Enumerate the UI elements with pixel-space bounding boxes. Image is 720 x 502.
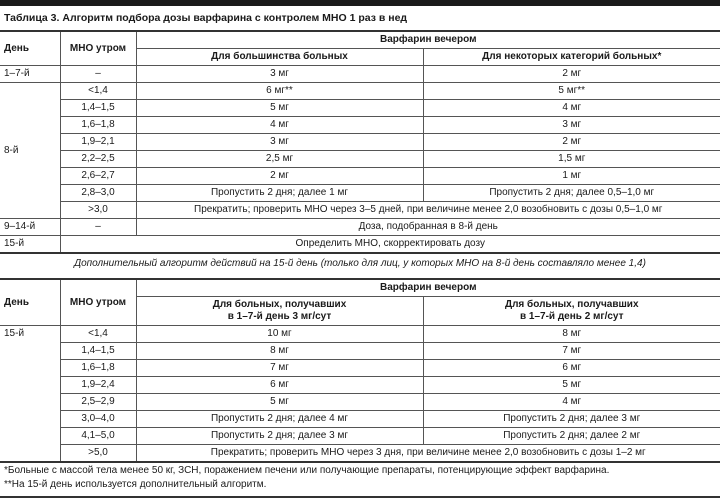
inr-cell: <1,4 — [60, 83, 136, 100]
dose-a-cell: Пропустить 2 дня; далее 3 мг — [136, 428, 423, 445]
inr-cell: 2,6–2,7 — [60, 168, 136, 185]
table-row — [0, 219, 720, 236]
dose-b-cell: 2 мг — [423, 134, 720, 151]
dose-a-cell: 5 мг — [136, 100, 423, 117]
day-cell: 15-й — [0, 326, 60, 463]
table-row — [0, 326, 720, 343]
inr-cell: <1,4 — [60, 326, 136, 343]
dose-b-cell: 1,5 мг — [423, 151, 720, 168]
dose-a-cell: 6 мг** — [136, 83, 423, 100]
dose-a-cell: 6 мг — [136, 377, 423, 394]
dose-combined-cell: Прекратить; проверить МНО через 3–5 дней, при величине менее 2,0 возобновить с дозы 0,5–1,0 мг — [136, 202, 720, 219]
dose-a-cell: 3 мг — [136, 134, 423, 151]
header-line: в 1–7-й день 2 мг/сут — [519, 311, 624, 322]
header-inr: МНО утром — [60, 279, 136, 326]
day-cell: 8-й — [0, 83, 60, 219]
header-line: Для больных, получавших — [212, 299, 347, 310]
table-row — [0, 445, 720, 463]
dose-a-cell: 5 мг — [136, 394, 423, 411]
dose-a-cell: 3 мг — [136, 66, 423, 83]
dose-combined-cell: Доза, подобранная в 8-й день — [136, 219, 720, 236]
dose-a-cell: 2 мг — [136, 168, 423, 185]
inr-cell: >3,0 — [60, 202, 136, 219]
dose-b-cell: 4 мг — [423, 100, 720, 117]
table-row — [0, 117, 720, 134]
dose-b-cell: 8 мг — [423, 326, 720, 343]
top-rule — [0, 0, 720, 6]
dose-b-cell: 2 мг — [423, 66, 720, 83]
header-warfarin: Варфарин вечером — [136, 31, 720, 49]
inr-cell: – — [60, 219, 136, 236]
instruction-cell: Определить МНО, скорректировать дозу — [60, 236, 720, 254]
table-row — [0, 168, 720, 185]
dose-b-cell: 5 мг** — [423, 83, 720, 100]
table-row — [0, 377, 720, 394]
inr-cell: 1,6–1,8 — [60, 360, 136, 377]
table-row — [0, 394, 720, 411]
header-day: День — [0, 31, 60, 66]
header-majority: Для большинства больных — [136, 49, 423, 66]
table-row — [0, 343, 720, 360]
dose-combined-cell: Прекратить; проверить МНО через 3 дня, при величине менее 2,0 возобновить с дозы 1–2 мг — [136, 445, 720, 463]
dose-a-cell: Пропустить 2 дня; далее 1 мг — [136, 185, 423, 202]
header-line: в 1–7-й день 3 мг/сут — [227, 311, 332, 322]
table-row — [0, 83, 720, 100]
dose-b-cell: 4 мг — [423, 394, 720, 411]
header-day: День — [0, 279, 60, 326]
inr-cell: 4,1–5,0 — [60, 428, 136, 445]
table-row — [0, 236, 720, 254]
dose-a-cell: Пропустить 2 дня; далее 4 мг — [136, 411, 423, 428]
dosing-table-main — [0, 30, 720, 254]
inr-cell: 1,4–1,5 — [60, 100, 136, 117]
header-line: Для больных, получавших — [504, 299, 639, 310]
footnote-2: **На 15-й день используется дополнительный алгоритм. — [4, 479, 267, 490]
bottom-rule — [0, 496, 720, 498]
inr-cell: – — [60, 66, 136, 83]
dose-a-cell: 4 мг — [136, 117, 423, 134]
footnote-1: *Больные с массой тела менее 50 кг, ЗСН, поражением печени или получающие препараты, потенцирующие эффект варфарина. — [4, 465, 610, 476]
dose-a-cell: 7 мг — [136, 360, 423, 377]
header-received-2mg — [423, 297, 720, 326]
table-title: Таблица 3. Алгоритм подбора дозы варфарина с контролем МНО 1 раз в нед — [4, 12, 408, 24]
header-received-3mg — [136, 297, 423, 326]
dose-a-cell: 10 мг — [136, 326, 423, 343]
dose-a-cell: 8 мг — [136, 343, 423, 360]
inr-cell: 3,0–4,0 — [60, 411, 136, 428]
dose-b-cell: Пропустить 2 дня; далее 3 мг — [423, 411, 720, 428]
additional-algorithm-note: Дополнительный алгоритм действий на 15-й день (только для лиц, у которых МНО на 8-й день составляло менее 1,4) — [74, 258, 646, 269]
dose-b-cell: 1 мг — [423, 168, 720, 185]
inr-cell: 1,6–1,8 — [60, 117, 136, 134]
header-warfarin: Варфарин вечером — [136, 279, 720, 297]
dose-b-cell: 3 мг — [423, 117, 720, 134]
day-cell: 9–14-й — [0, 219, 60, 236]
dosing-table-day15 — [0, 278, 720, 463]
inr-cell: 1,4–1,5 — [60, 343, 136, 360]
table-row — [0, 202, 720, 219]
table-row — [0, 151, 720, 168]
dose-a-cell: 2,5 мг — [136, 151, 423, 168]
dose-b-cell: 7 мг — [423, 343, 720, 360]
dose-b-cell: Пропустить 2 дня; далее 2 мг — [423, 428, 720, 445]
table-row — [0, 185, 720, 202]
table-row — [0, 134, 720, 151]
inr-cell: 2,5–2,9 — [60, 394, 136, 411]
table-row — [0, 100, 720, 117]
inr-cell: 1,9–2,4 — [60, 377, 136, 394]
inr-cell: 2,2–2,5 — [60, 151, 136, 168]
dose-b-cell: Пропустить 2 дня; далее 0,5–1,0 мг — [423, 185, 720, 202]
header-inr: МНО утром — [60, 31, 136, 66]
day-cell: 1–7-й — [0, 66, 60, 83]
inr-cell: 2,8–3,0 — [60, 185, 136, 202]
table-row — [0, 411, 720, 428]
table-row — [0, 66, 720, 83]
inr-cell: 1,9–2,1 — [60, 134, 136, 151]
dose-b-cell: 6 мг — [423, 360, 720, 377]
day-cell: 15-й — [0, 236, 60, 254]
table-row — [0, 428, 720, 445]
table-row — [0, 360, 720, 377]
header-some-categories: Для некоторых категорий больных* — [423, 49, 720, 66]
inr-cell: >5,0 — [60, 445, 136, 463]
dose-b-cell: 5 мг — [423, 377, 720, 394]
